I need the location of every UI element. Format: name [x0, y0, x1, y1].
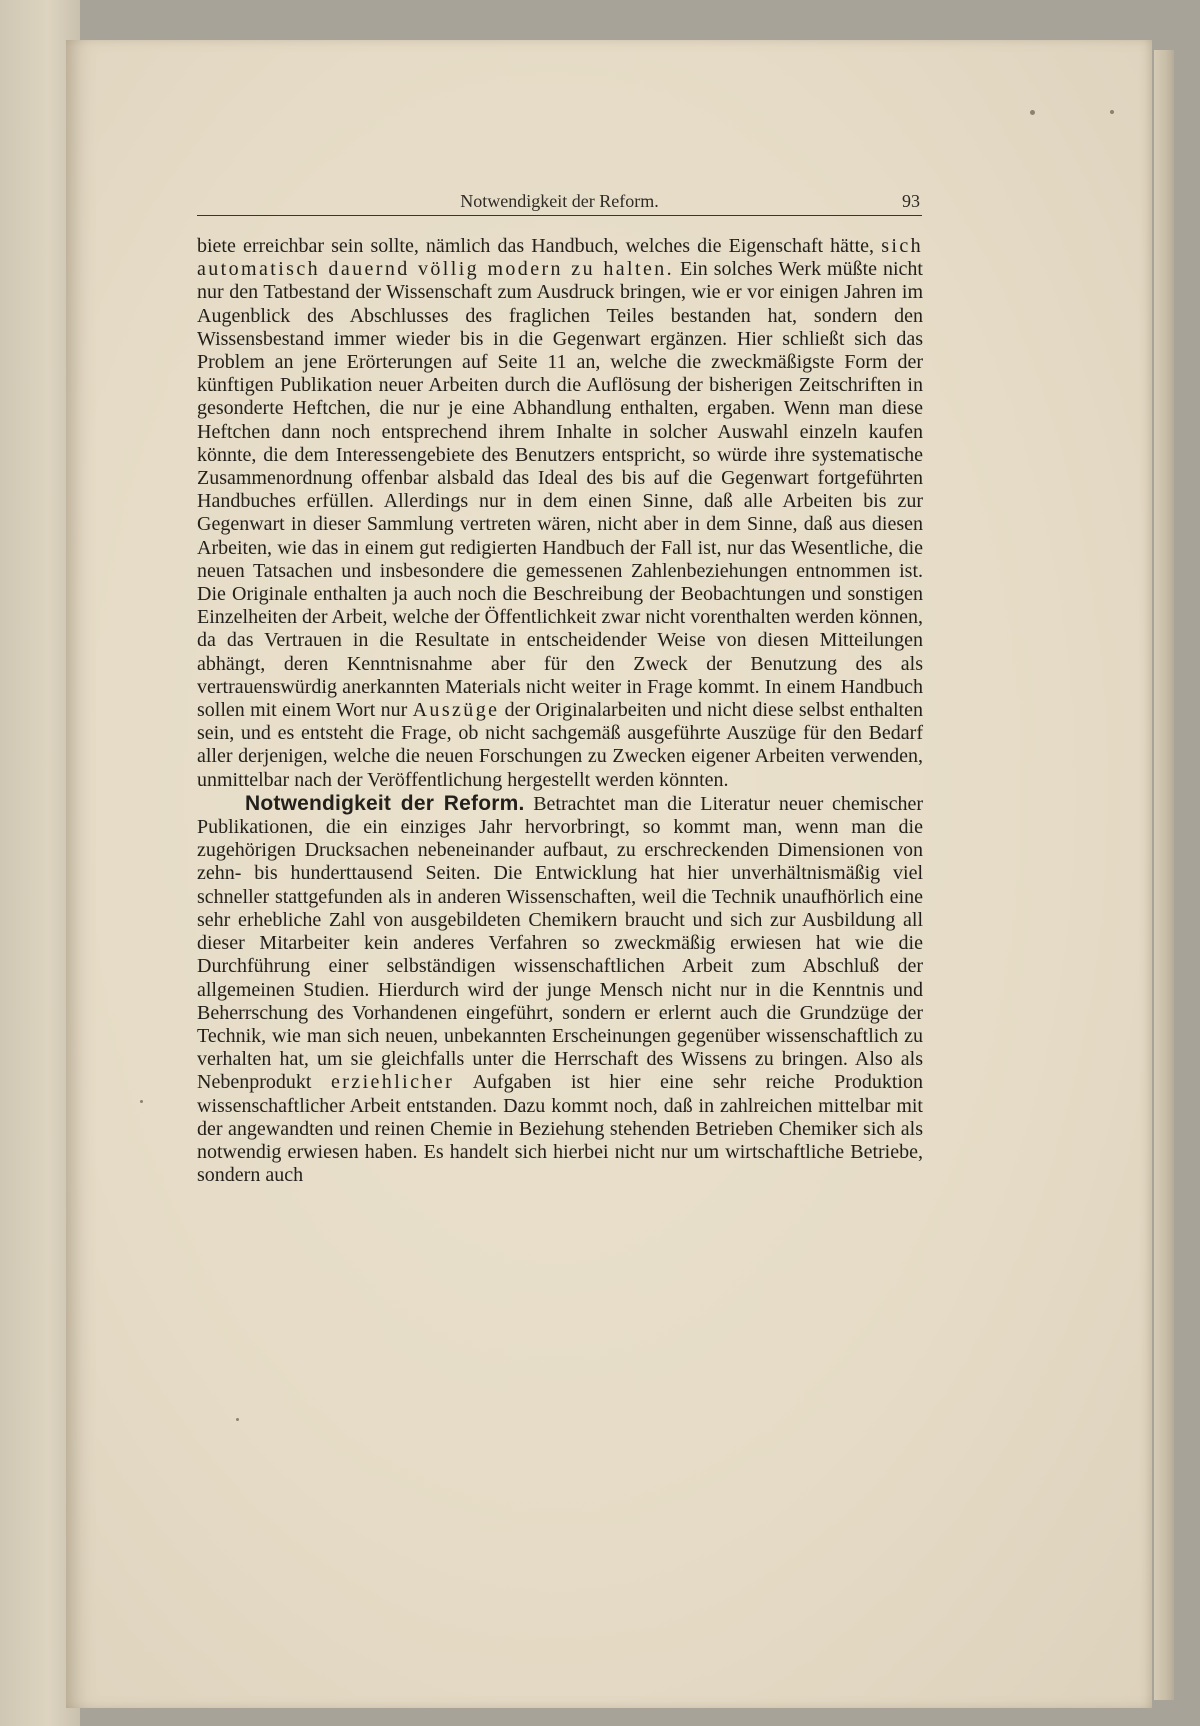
body-text — [197, 235, 923, 1187]
paragraph-1 — [197, 235, 923, 792]
paper-speck — [1110, 110, 1114, 114]
paper-speck — [140, 1100, 143, 1103]
section-heading: Notwendigkeit der Reform. — [245, 791, 525, 815]
p1-spaced-auszuege: Auszüge — [412, 699, 500, 722]
page-fore-edge — [1154, 50, 1174, 1700]
p2-text-b: Aufgaben ist hier eine sehr reiche Produktion wissenschaftlicher Arbeit entstanden. Dazu kommt noch, daß in zahlreichen mittelbar mit der angewandten und reinen Chemie in Beziehung stehenden Betrieben Chemiker sich als notwendig erwiesen haben. Es handelt sich hierbei nicht nur um wirtschaftliche Betriebe, sondern auch — [197, 1071, 923, 1187]
p1-spaced-emphasis: sich automatisch dauernd völlig modern zu halten. — [197, 235, 924, 281]
paper-speck — [236, 1418, 239, 1421]
paragraph-2 — [197, 792, 923, 1187]
p1-text-b: Ein solches Werk müßte nicht nur den Tatbestand der Wissenschaft zum Ausdruck bringen, wie er vor einigen Jahren im Augenblick des Abschlusses des fraglichen Teiles bestanden hat, sondern den Wissensbestand immer wieder bis in die Gegenwart ergänzen. Hier schließt sich das Problem an jene Erörterungen auf Seite 11 an, welche die zweckmäßigste Form der künftigen Publikation neuer Arbeiten durch die Auflösung der bisherigen Zeitschriften in gesonderte Heftchen, die nur je eine Abhandlung enthalten, ergaben. Wenn man diese Heftchen dann noch entsprechend ihrem Inhalte in solcher Auswahl einzeln kaufen könnte, die dem Interessengebiete des Benutzers entspricht, so würde ihre systematische Zusammenordnung offenbar alsbald das Ideal des bis auf die Gegenwart fortgeführten Handbuches erfüllen. Allerdings nur in dem einen Sinne, daß alle Arbeiten bis zur Gegenwart in dieser Sammlung vertreten wären, nicht aber in dem Sinne, daß aus diesen Arbeiten, wie das in einem gut redigierten Handbuch der Fall ist, nur das Wesentliche, die neuen Tatsachen und insbesondere die gemessenen Zahlenbeziehungen entnommen ist. Die Originale enthalten ja auch noch die Beschreibung der Beobachtungen und sonstigen Einzelheiten der Arbeit, welche der Öffentlichkeit zwar nicht vorenthalten werden können, da das Vertrauen in die Resultate in entscheidender Weise von diesen Mitteilungen abhängt, deren Kenntnisnahme aber für den Zweck der Benutzung des als vertrauenswürdig anerkannten Materials nicht weiter in Frage kommt. In einem Handbuch sollen mit einem Wort nur — [197, 258, 924, 722]
running-title: Notwendigkeit der Reform. — [460, 191, 659, 211]
p1-text-a: biete erreichbar sein sollte, nämlich das Handbuch, welches die Eigenschaft hätte, — [197, 235, 875, 257]
p2-spaced-emphasis: erziehlicher — [330, 1071, 455, 1094]
p2-text-a: Betrachtet man die Literatur neuer chemischer Publikationen, die ein einziges Jahr hervorbringt, so kommt man, wenn man die zugehörigen Drucksachen nebeneinander aufbaut, zu erschreckenden Dimensionen von zehn- bis hunderttausend Seiten. Die Entwicklung hat hier unverhältnismäßig viel schneller stattgefunden als in anderen Wissenschaften, weil die Technik unaufhörlich eine sehr erhebliche Zahl von ausgebildeten Chemikern braucht und sich zur Ausbildung all dieser Mitarbeiter kein anderes Verfahren so zweckmäßig erwiesen hat wie die Durchführung einer selbständigen wissenschaftlichen Arbeit zum Abschluß der allgemeinen Studien. Hierdurch wird der junge Mensch nicht nur in die Kenntnis und Beherrschung des Vorhandenen eingeführt, sondern er erlernt auch die Grundzüge der Technik, wie man sich neuen, unbekannten Erscheinungen gegenüber wissenschaftlich zu verhalten hat, um sie gleichfalls unter die Herrschaft des Wissens zu bringen. Also als Nebenprodukt — [197, 792, 924, 1094]
page-number: 93 — [902, 191, 920, 211]
paper-speck — [1030, 110, 1035, 115]
running-head — [197, 191, 922, 216]
p1-text-c: der Originalarbeiten und nicht diese selbst enthalten sein, und es entsteht die Frage, ob nicht sachgemäß ausgeführte Auszüge für den Bedarf aller derjenigen, welche die neuen Forschungen zu Zwecken eigener Arbeiten verwenden, unmittelbar nach der Veröffentlichung hergestellt werden könnten. — [197, 699, 923, 791]
